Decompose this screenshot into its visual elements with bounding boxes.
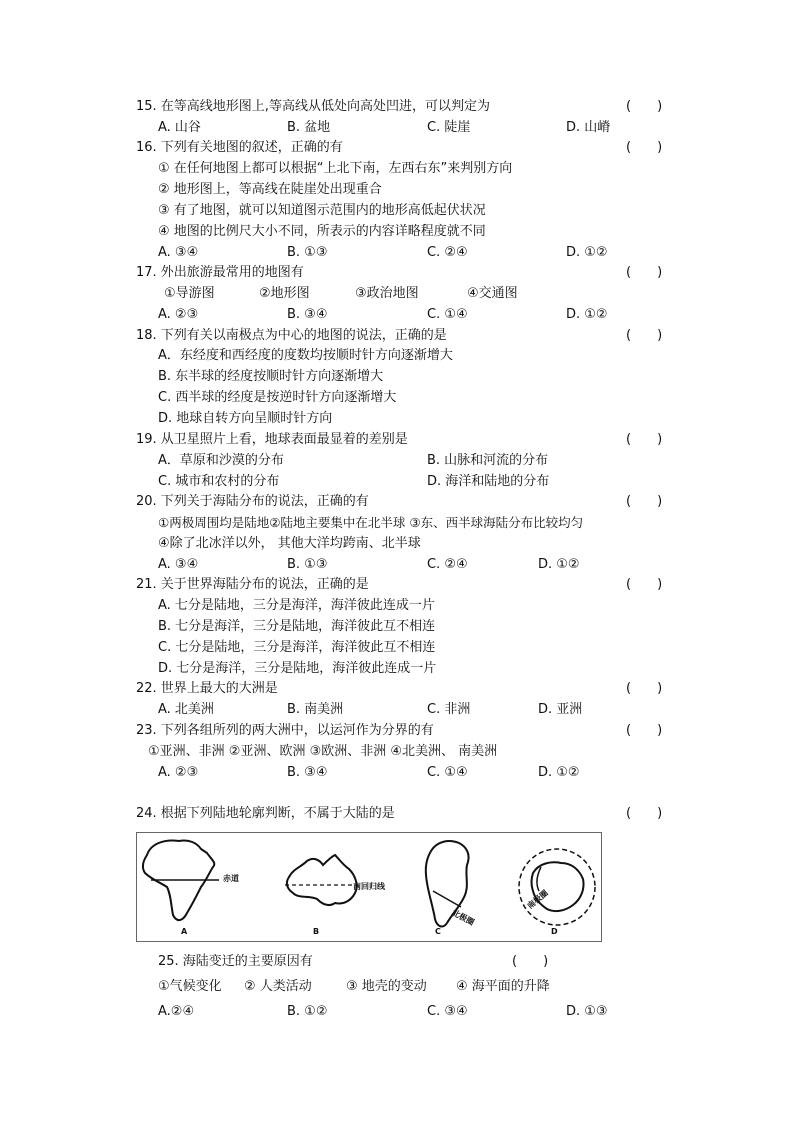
question-23-stem: 23. 下列各组所列的两大洲中，以运河作为分界的有 xyxy=(136,723,434,738)
question-22-stem: 22. 世界上最大的大洲是 xyxy=(136,681,278,696)
option-b: B. ①② xyxy=(287,1004,328,1019)
option-a: A. ②③ xyxy=(158,307,199,322)
antarctic-circle-label: 南极圈 xyxy=(525,888,550,911)
answer-bracket[interactable]: ( ) xyxy=(512,954,549,969)
question-16-stem: 16. 下列有关地图的叙述，正确的有 xyxy=(136,140,343,155)
statement-3: ③政治地图 xyxy=(355,286,419,301)
question-20-stem: 20. 下列关于海陆分布的说法，正确的有 xyxy=(136,494,369,509)
option-d: D. 地球自转方向呈顺时针方向 xyxy=(158,411,333,426)
landmass-outlines-figure xyxy=(136,832,602,942)
option-a: A. 山谷 xyxy=(158,120,201,135)
option-c: C. ②④ xyxy=(427,557,468,572)
option-b: B. 山脉和河流的分布 xyxy=(427,453,549,468)
option-a: A.②④ xyxy=(158,1004,195,1019)
statement-3: ③ 地壳的变动 xyxy=(346,979,427,994)
answer-bracket[interactable]: ( ) xyxy=(626,140,663,155)
arctic-circle-label: 北极圈 xyxy=(450,907,476,928)
statement-4: ④交通图 xyxy=(467,286,518,301)
statement-2: ② 地形图上，等高线在陡崖处出现重合 xyxy=(158,182,382,197)
statement-line-1: ①亚洲、非洲 ②亚洲、欧洲 ③欧洲、非洲 ④北美洲、 南美洲 xyxy=(148,744,498,759)
statement-1: ① 在任何地图上都可以根据“上北下南，左西右东”来判别方向 xyxy=(158,161,513,176)
question-15-stem: 15. 在等高线地形图上,等高线从低处向高处凹进，可以判定为 xyxy=(136,99,490,114)
tropic-label: 南回归线 xyxy=(353,882,385,891)
figure-label-a: A xyxy=(181,927,188,936)
statement-2: ②地形图 xyxy=(259,286,310,301)
statement-4: ④ 海平面的升降 xyxy=(456,979,550,994)
option-a: A. 北美洲 xyxy=(158,702,214,717)
question-25-stem: 25. 海陆变迁的主要原因有 xyxy=(158,954,313,969)
statement-2: ② 人类活动 xyxy=(244,979,312,994)
option-b: B. 东半球的经度按顺时针方向逐渐增大 xyxy=(158,369,384,384)
option-c: C. 七分是陆地，三分是海洋，海洋彼此互不相连 xyxy=(158,640,436,655)
option-d: D. ①② xyxy=(538,557,580,572)
arctic-circle-line xyxy=(433,891,461,907)
option-c: C. 西半球的经度是按逆时针方向逐渐增大 xyxy=(158,390,397,405)
option-d: D. ①② xyxy=(566,245,608,260)
option-a: A. ③④ xyxy=(158,245,199,260)
option-a: A. 七分是陆地，三分是海洋，海洋彼此连成一片 xyxy=(158,598,435,613)
option-c: C. 陡崖 xyxy=(427,120,471,135)
statement-1: ①气候变化 xyxy=(158,979,222,994)
option-b: B. ①③ xyxy=(287,245,328,260)
question-21-stem: 21. 关于世界海陆分布的说法，正确的是 xyxy=(136,577,369,592)
option-b: B. 盆地 xyxy=(287,120,331,135)
option-d: D. 亚洲 xyxy=(538,702,583,717)
question-24-stem: 24. 根据下列陆地轮廓判断，不属于大陆的是 xyxy=(136,806,395,821)
option-c: C. ①④ xyxy=(427,765,468,780)
question-19-stem: 19. 从卫星照片上看，地球表面最显着的差别是 xyxy=(136,432,408,447)
option-a: A．草原和沙漠的分布 xyxy=(158,453,284,468)
option-c: C. ③④ xyxy=(427,1004,468,1019)
option-c: C. ②④ xyxy=(427,245,468,260)
answer-bracket[interactable]: ( ) xyxy=(626,681,663,696)
option-b: B. 七分是海洋，三分是陆地，海洋彼此互不相连 xyxy=(158,619,436,634)
australia-outline xyxy=(287,855,357,905)
figure-label-d: D xyxy=(551,927,558,936)
equator-label: 赤道 xyxy=(223,874,239,883)
option-b: B. ③④ xyxy=(287,765,328,780)
answer-bracket[interactable]: ( ) xyxy=(626,328,663,343)
option-c: C. ①④ xyxy=(427,307,468,322)
statement-1: ①导游图 xyxy=(164,286,215,301)
option-b: B. ③④ xyxy=(287,307,328,322)
option-d: D. 七分是海洋，三分是陆地，海洋彼此连成一片 xyxy=(158,661,437,676)
figure-label-b: B xyxy=(313,927,320,936)
option-d: D. ①② xyxy=(538,765,580,780)
option-a: A. ②③ xyxy=(158,765,199,780)
statement-line-1: ①两极周围均是陆地②陆地主要集中在北半球 ③东、西半球海陆分布比较均匀 xyxy=(158,515,584,530)
option-a: A．东经度和西经度的度数均按顺时针方向逐渐增大 xyxy=(158,348,453,363)
option-c: C. 城市和农村的分布 xyxy=(158,474,280,489)
option-d: D. ①③ xyxy=(566,1004,608,1019)
answer-bracket[interactable]: ( ) xyxy=(626,265,663,280)
question-17-stem: 17. 外出旅游最常用的地图有 xyxy=(136,265,304,280)
answer-bracket[interactable]: ( ) xyxy=(626,723,663,738)
answer-bracket[interactable]: ( ) xyxy=(626,99,663,114)
statement-4: ④ 地图的比例尺大小不同，所表示的内容详略程度就不同 xyxy=(158,224,486,239)
option-b: B. 南美洲 xyxy=(287,702,344,717)
statement-3: ③ 有了地图，就可以知道图示范围内的地形高低起伏状况 xyxy=(158,203,486,218)
option-a: A. ③④ xyxy=(158,557,199,572)
statement-line-2: ④除了北冰洋以外， 其他大洋均跨南、北半球 xyxy=(158,536,421,551)
option-d: D. 山嵴 xyxy=(566,120,611,135)
option-d: D. ①② xyxy=(566,307,608,322)
answer-bracket[interactable]: ( ) xyxy=(626,577,663,592)
answer-bracket[interactable]: ( ) xyxy=(626,494,663,509)
answer-bracket[interactable]: ( ) xyxy=(626,806,663,821)
option-c: C. 非洲 xyxy=(427,702,471,717)
option-b: B. ①③ xyxy=(287,557,328,572)
answer-bracket[interactable]: ( ) xyxy=(626,432,663,447)
option-d: D. 海洋和陆地的分布 xyxy=(427,474,550,489)
figure-label-c: C xyxy=(435,927,441,936)
question-18-stem: 18. 下列有关以南极点为中心的地图的说法，正确的是 xyxy=(136,328,447,343)
